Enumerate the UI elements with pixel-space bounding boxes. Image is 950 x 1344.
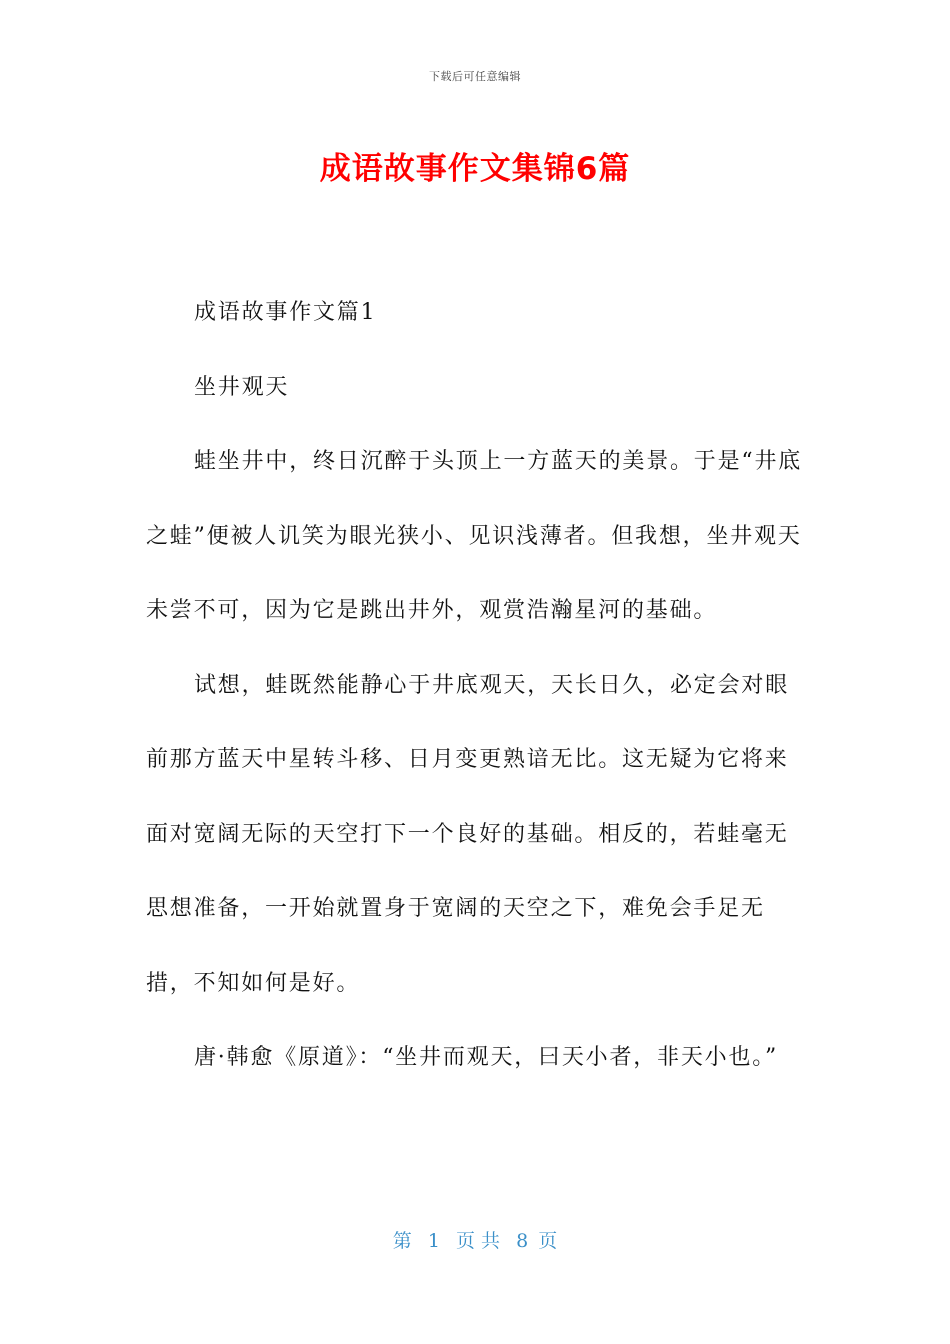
document-title: 成语故事作文集锦6篇 [319,151,631,187]
story-title: 坐井观天 [194,374,290,400]
page-footer [0,1226,950,1253]
section-heading: 成语故事作文篇1 [194,300,377,325]
page-label-prefix: 第 [392,1230,412,1252]
quote-paragraph: 唐·韩愈《原道》：“坐井而观天，曰天小者，非天小也。” [194,1045,779,1070]
page-label-suffix: 页 [538,1230,558,1252]
page-label-mid: 页 共 [456,1230,501,1252]
body-paragraph: 试想，蛙既然能静心于井底观天，天长日久，必定会对眼前那方蓝天中星转斗移、日月变更熟谙无比。这无疑为它将来面对宽阔无际的天空打下一个良好的基础。相反的，若蛙毫无思想准备，一开始就置身于宽阔的天空之下，难免会手足无措，不知如何是好。 [146,672,790,996]
header-note: 下载后可任意编辑 [429,70,521,83]
page-current: 1 [427,1230,440,1252]
document-body [146,276,810,1096]
body-paragraph: 蛙坐井中，终日沉醉于头顶上一方蓝天的美景。于是“井底之蛙”便被人讥笑为眼光狭小、见识浅薄者。但我想，坐井观天未尝不可，因为它是跳出井外，观赏浩瀚星河的基础。 [146,449,803,623]
page-total: 8 [516,1230,529,1252]
